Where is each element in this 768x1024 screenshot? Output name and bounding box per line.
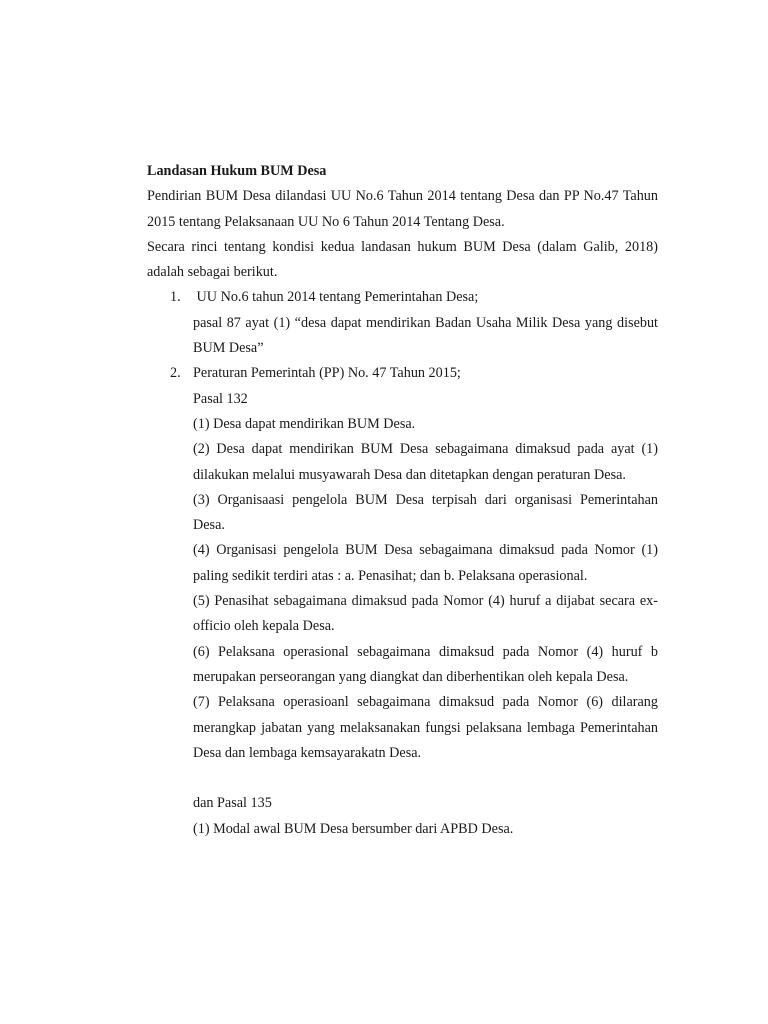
pasal-135-heading: dan Pasal 135 xyxy=(193,795,272,812)
pasal-132-ayat-4: (4) Organisasi pengelola BUM Desa sebagaimana dimaksud pada Nomor (1) paling sedikit terdiri atas : a. Penasihat; dan b. Pelaksana operasional. xyxy=(193,542,658,584)
section-heading: Landasan Hukum BUM Desa xyxy=(147,163,327,179)
list-number-1: 1. xyxy=(170,289,181,306)
list-item-2-title: Peraturan Pemerintah (PP) No. 47 Tahun 2015; xyxy=(193,365,461,382)
pasal-132-heading: Pasal 132 xyxy=(193,390,248,407)
pasal-135-ayat-1: (1) Modal awal BUM Desa bersumber dari APBD Desa. xyxy=(193,820,514,837)
list-item-1 xyxy=(147,285,658,310)
pasal-132-ayat-7: (7) Pelaksana operasioanl sebagaimana dimaksud pada Nomor (6) dilarang merangkap jabatan yang melaksanakan fungsi pelaksana lembaga Pemerintahan Desa dan lembaga kemsayarakatn Desa. xyxy=(193,694,658,761)
pasal-132-ayat-2: (2) Desa dapat mendirikan BUM Desa sebagaimana dimaksud pada ayat (1) dilakukan melalui musyawarah Desa dan ditetapkan dengan peraturan Desa. xyxy=(193,441,658,483)
paragraph-gap xyxy=(147,766,658,791)
list-number-2: 2. xyxy=(170,365,181,382)
pasal-132-ayat-5: (5) Penasihat sebagaimana dimaksud pada Nomor (4) huruf a dijabat secara ex-officio oleh kepala Desa. xyxy=(193,593,658,635)
pasal-132-ayat-3: (3) Organisaasi pengelola BUM Desa terpisah dari organisasi Pemerintahan Desa. xyxy=(193,491,658,534)
intro-paragraph-1: Pendirian BUM Desa dilandasi UU No.6 Tahun 2014 tentang Desa dan PP No.47 Tahun 2015 tentang Pelaksanaan UU No 6 Tahun 2014 Tentang Desa. xyxy=(147,188,658,230)
document-body xyxy=(147,159,658,842)
intro-paragraph-2: Secara rinci tentang kondisi kedua landasan hukum BUM Desa (dalam Galib, 2018) adalah sebagai berikut. xyxy=(147,238,658,281)
list-item-1-title: UU No.6 tahun 2014 tentang Pemerintahan Desa; xyxy=(193,289,479,306)
pasal-87-text: pasal 87 ayat (1) “desa dapat mendirikan Badan Usaha Milik Desa yang disebut BUM Desa” xyxy=(193,314,658,357)
pasal-132-ayat-6: (6) Pelaksana operasional sebagaimana dimaksud pada Nomor (4) huruf b merupakan perseorangan yang diangkat dan diberhentikan oleh kepala Desa. xyxy=(193,643,658,685)
list-item-2 xyxy=(147,361,658,386)
pasal-132-ayat-1: (1) Desa dapat mendirikan BUM Desa. xyxy=(193,415,416,432)
